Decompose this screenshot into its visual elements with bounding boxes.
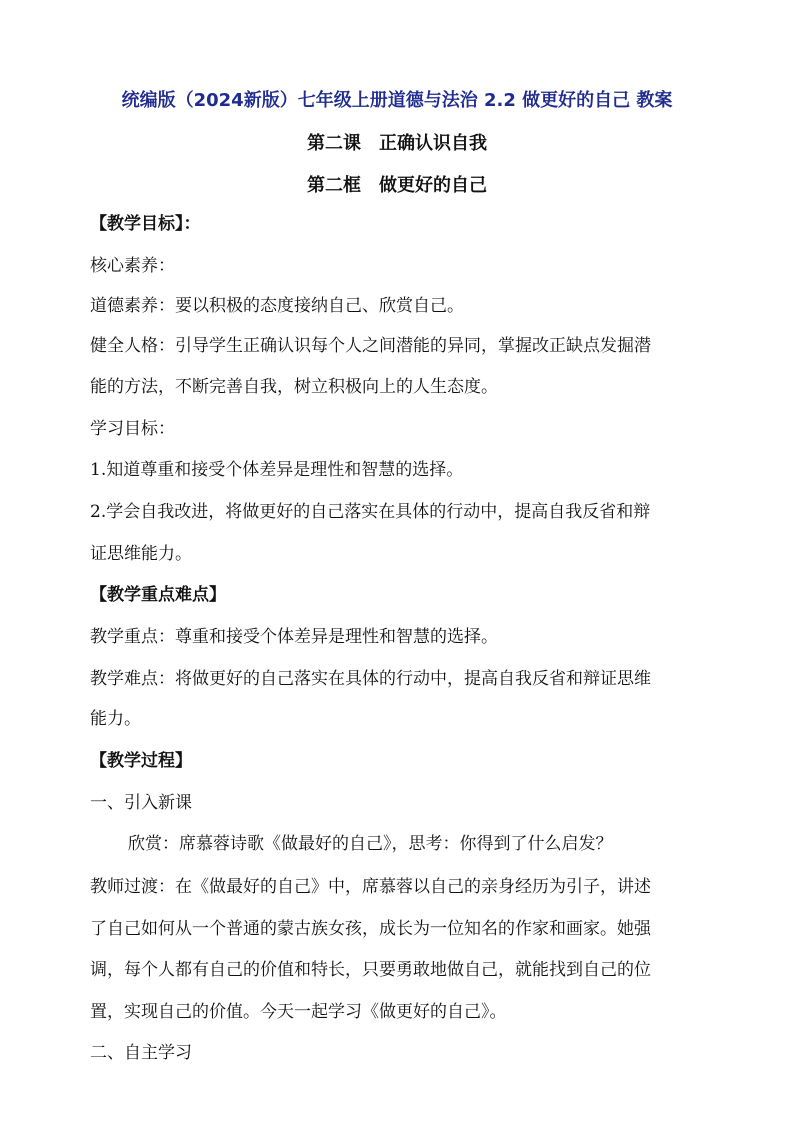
goal-2-text-line-2: 证思维能力。	[90, 544, 192, 564]
learning-goals-label: 学习目标：	[90, 419, 175, 439]
transition-text-line-3: 调，每个人都有自己的价值和特长，只要勇敢地做自己，就能找到自己的位	[90, 960, 651, 980]
key-points-heading: 【教学重点难点】	[90, 585, 226, 605]
section-2-heading: 二、自主学习	[90, 1043, 192, 1063]
personality-text-line-1: 健全人格：引导学生正确认识每个人之间潜能的异同，掌握改正缺点发掘潜	[90, 336, 651, 356]
transition-text-line-4: 置，实现自己的价值。今天一起学习《做更好的自己》。	[90, 1002, 507, 1022]
personality-text-line-2: 能的方法，不断完善自我，树立积极向上的人生态度。	[90, 377, 498, 397]
section-title: 第二框 做更好的自己	[307, 175, 487, 196]
difficulty-text-line-1: 教学难点：将做更好的自己落实在具体的行动中，提高自我反省和辩证思维	[90, 669, 651, 689]
goal-1-text: 1.知道尊重和接受个体差异是理性和智慧的选择。	[90, 460, 464, 480]
teaching-goals-heading: 【教学目标】：	[90, 214, 201, 234]
section-1-heading: 一、引入新课	[90, 793, 192, 813]
difficulty-text-line-2: 能力。	[90, 709, 141, 729]
core-literacy-label: 核心素养：	[90, 256, 175, 276]
appreciate-text: 欣赏：席慕蓉诗歌《做最好的自己》，思考：你得到了什么启发？	[128, 834, 613, 854]
goal-2-text-line-1: 2.学会自我改进，将做更好的自己落实在具体的行动中，提高自我反省和辩	[90, 502, 651, 522]
document-title: 统编版（2024新版）七年级上册道德与法治 2.2 做更好的自己 教案	[121, 90, 673, 111]
key-point-text: 教学重点：尊重和接受个体差异是理性和智慧的选择。	[90, 627, 498, 647]
transition-text-line-1: 教师过渡：在《做最好的自己》中，席慕蓉以自己的亲身经历为引子，讲述	[90, 877, 651, 897]
moral-literacy-text: 道德素养：要以积极的态度接纳自己、欣赏自己。	[90, 296, 464, 316]
transition-text-line-2: 了自己如何从一个普通的蒙古族女孩，成长为一位知名的作家和画家。她强	[90, 919, 651, 939]
process-heading: 【教学过程】	[90, 751, 192, 771]
lesson-title: 第二课 正确认识自我	[307, 133, 487, 154]
